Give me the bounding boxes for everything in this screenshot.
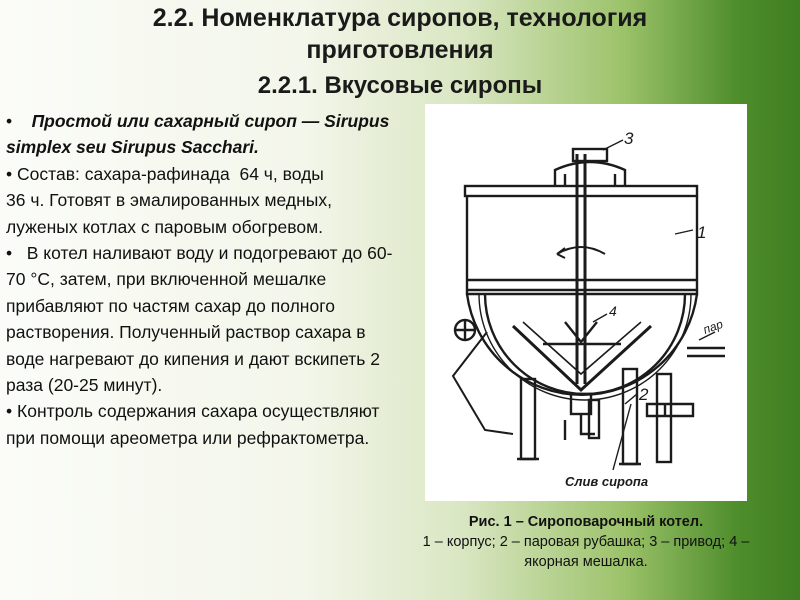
label-1: 1 (697, 223, 707, 242)
bullet-process: • В котел наливают воду и подогревают до 60-70 °С, затем, при включенной мешалке прибавляют по частям сахар до полного растворения. Полученный раствор сахара в воде нагревают до кипения и дают вскипеть 2 раза (20-25 минут). (6, 243, 393, 396)
label-2: 2 (639, 385, 649, 404)
body-text (6, 108, 407, 451)
bullet-text-composition: Состав: сахара-рафинада 64 ч, воды 36 ч. Готовят в эмалированных медных, луженых котлах с паровым обогревом. (6, 163, 407, 237)
lid (465, 186, 697, 196)
boiler-figure (425, 104, 747, 501)
bullet-composition: • Состав: сахара-рафинада 64 ч, воды 36 ч. Готовят в эмалированных медных, луженых котлах с паровым обогревом. (6, 163, 407, 237)
label-drain: Слив сиропа (565, 474, 649, 489)
title-line-3: 2.2.1. Вкусовые сиропы (257, 72, 543, 99)
caption-title: Рис. 1 – Сироповарочный котел. (468, 514, 704, 530)
bullet-text-process: В котел наливают воду и подогревают до 60-70 °С, затем, при включенной мешалке прибавляют по частям сахар до полного растворения. Полученный раствор сахара в воде нагревают до кипения и дают вскипеть 2 раза (20-25 минут). (6, 243, 393, 396)
bullet-simple-syrup: • Простой или сахарный сироп — Sirupus simplex seu Sirupus Sacchari. (6, 111, 390, 158)
title-line-2: приготовления (306, 36, 494, 64)
left-leg (521, 379, 535, 459)
slide-title (40, 2, 760, 102)
label-steam: пар (701, 316, 725, 337)
bullet-control: • Контроль содержания сахара осуществляют при помощи ареометра или рефрактометра. (6, 401, 380, 448)
right-leg (657, 374, 671, 462)
title-line-1: 2.2. Номенклатура сиропов, технология (152, 4, 648, 32)
figure-caption (410, 512, 762, 572)
label-3: 3 (624, 129, 634, 148)
boiler-drawing (425, 104, 747, 501)
label-4: 4 (609, 303, 617, 319)
bullet-text-simple-syrup: Простой или сахарный сироп — Sirupus simplex seu Sirupus Sacchari. (6, 111, 390, 158)
bullet-text-control: Контроль содержания сахара осуществляют при помощи ареометра или рефрактометра. (6, 401, 380, 448)
caption-legend: 1 – корпус; 2 – паровая рубашка; 3 – привод; 4 – якорная мешалка. (422, 534, 750, 570)
